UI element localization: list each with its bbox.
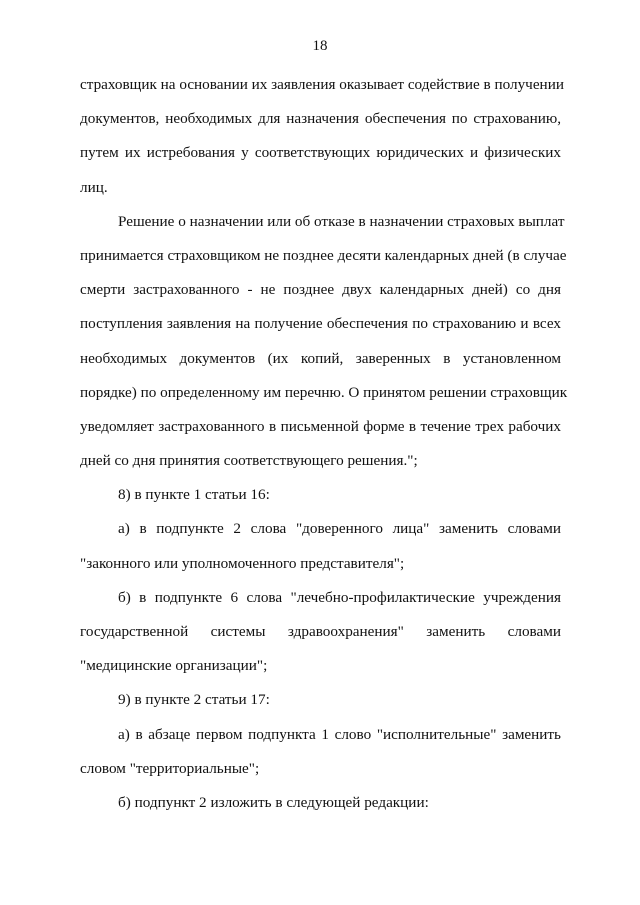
text-line: страховщик на основании их заявления оказывает содействие в получении [80,76,564,93]
document-body [80,68,568,820]
text-line: государственной системы здравоохранения" заменить словами [80,623,561,640]
text-line: порядке) по определенному им перечню. О принятом решении страховщик [80,383,568,401]
text-line: а) в абзаце первом подпункта 1 слово "исполнительные" заменить [118,725,561,743]
text-line: 8) в пункте 1 статьи 16: [118,486,270,504]
text-line: необходимых документов (их копий, заверенных в установленном [80,349,561,367]
text-line: дней со дня принятия соответствующего решения."; [80,452,418,470]
text-line: словом "территориальные"; [80,759,260,777]
text-line: 9) в пункте 2 статьи 17: [118,691,270,709]
text-line: а) в подпункте 2 слова "доверенного лица" заменить словами [118,520,561,538]
text-line: документов, необходимых для назначения обеспечения по страхованию, [80,110,561,128]
text-line: поступления заявления на получение обеспечения по страхованию и всех [80,315,561,333]
page-number: 18 [312,38,328,54]
text-line: путем их истребования у соответствующих юридических и физических [80,144,561,162]
text-line: "законного или уполномоченного представителя"; [80,554,405,572]
text-line: принимается страховщиком не позднее десяти календарных дней (в случае [80,246,567,264]
text-line: лиц. [80,178,108,196]
text-line: смерти застрахованного - не позднее двух календарных дней) со дня [80,281,561,299]
text-line: Решение о назначении или об отказе в назначении страховых выплат [118,212,565,230]
text-line: б) подпункт 2 изложить в следующей редакции: [118,793,429,811]
text-line: б) в подпункте 6 слова "лечебно-профилактические учреждения [118,588,561,606]
text-line: уведомляет застрахованного в письменной форме в течение трех рабочих [80,417,561,435]
text-line: "медицинские организации"; [80,657,268,675]
